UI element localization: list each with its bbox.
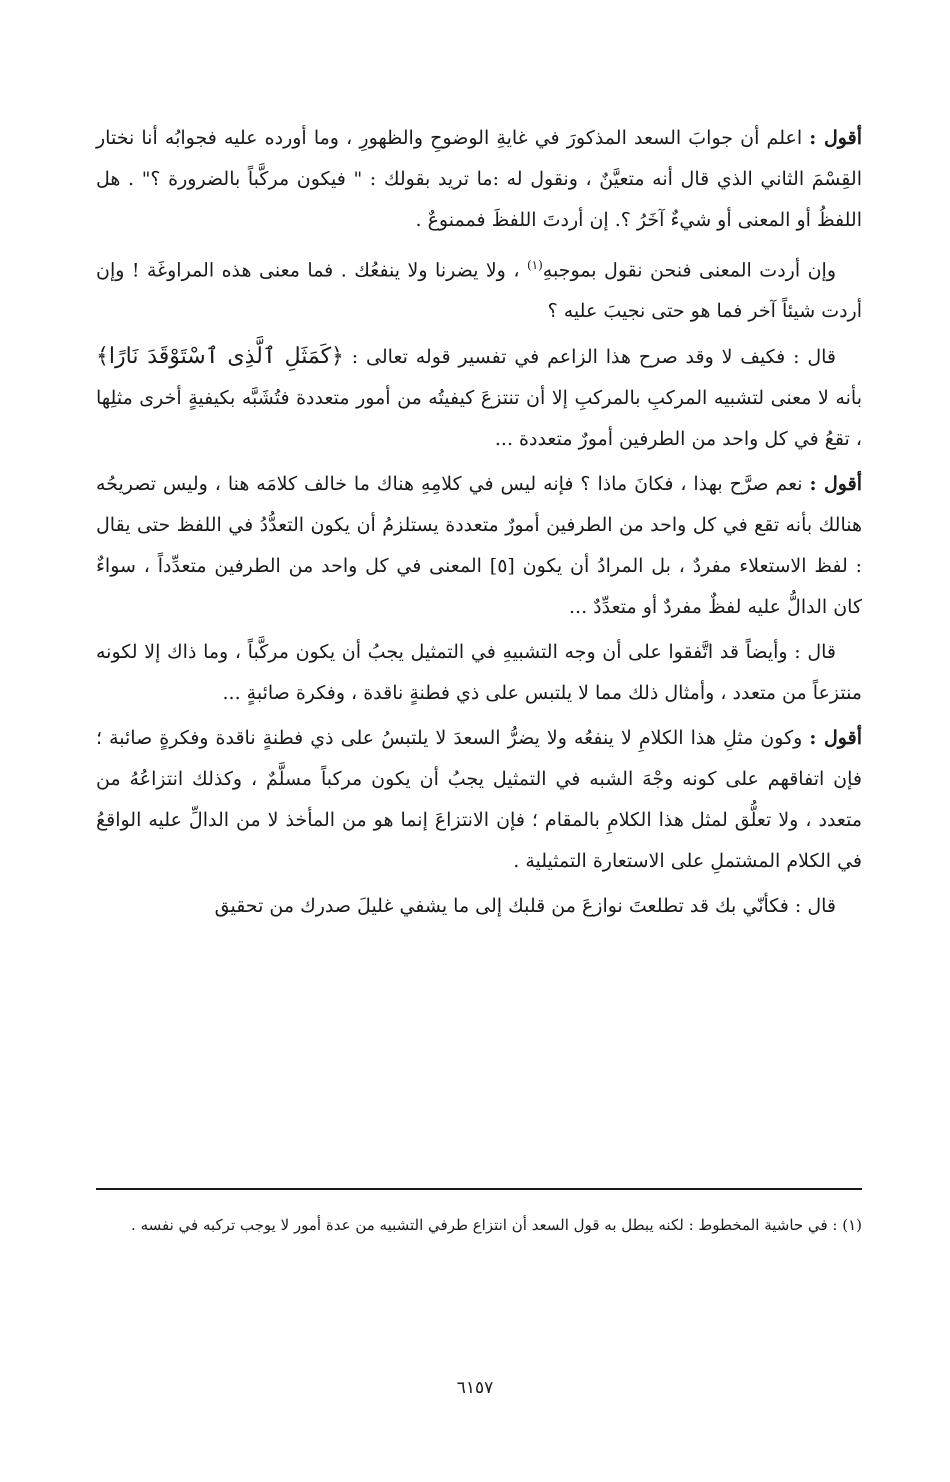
paragraph-lead: أقول : <box>809 473 862 496</box>
footnote-divider <box>96 1188 862 1190</box>
footnote-ref[interactable]: (١) <box>526 258 543 272</box>
paragraph-2 <box>96 245 862 332</box>
page-number: ٦١٥٧ <box>456 1378 494 1398</box>
paragraph-5 <box>96 632 862 714</box>
paragraph-text: بأنه لا معنى لتشبيه المركبِ بالمركبِ إلا أن تنتزعَ كيفيتُه من أمور متعددة فتُشَبَّه بكيفيةٍ أخرى مثلِها ، تقعُ في كل واحد من الطرفين أمورٌ متعددة ... <box>96 387 862 451</box>
footnote-marker: (١) : <box>832 1216 862 1234</box>
paragraph-1 <box>96 118 862 241</box>
footnote-1 <box>96 1208 862 1242</box>
paragraph-6 <box>96 718 862 882</box>
paragraph-text: ، ولا يضرنا ولا ينفعُك . فما معنى هذه المراوغَة ! وإن أردت شيئاً آخر فما هو حتى نجيبَ عليه ؟ <box>96 259 862 323</box>
paragraph-text: اعلم أن جوابَ السعد المذكورَ في غايةِ الوضوحِ والظهورِ ، وما أورده عليه فجوابُه أنا نختار القِسْمَ الثاني الذي قال أنه متعيَّنٌ ، ونقول له :ما تريد بقولك : " فيكون مركَّباً بالضرورة ؟" . هل اللفظُ أو المعنى أو شيءٌ آخَرُ ؟. إن أردتَ اللفظَ فممنوعٌ . <box>96 127 862 231</box>
main-text <box>96 118 862 931</box>
paragraph-4 <box>96 464 862 628</box>
paragraph-text: قال : فكيف لا وقد صرح هذا الزاعم في تفسير قوله تعالى : <box>351 346 836 369</box>
paragraph-7 <box>96 886 862 927</box>
paragraph-3 <box>96 336 862 460</box>
footnote-text: في حاشية المخطوط : لكنه يبطل به قول السعد أن انتزاع طرفي التشبيه من عدة أمور لا يوجب تركبه في نفسه . <box>131 1216 828 1234</box>
paragraph-lead: أقول : <box>809 727 862 750</box>
paragraph-text: وإن أردت المعنى فنحن نقول بموجبهِ <box>542 259 836 282</box>
paragraph-text: نعم صرَّح بهذا ، فكانَ ماذا ؟ فإنه ليس في كلامِهِ هناك ما خالف كلامَه هنا ، وليس تصريحُه هنالك بأنه تقع في كل واحد من الطرفين أمورٌ متعددة يستلزمُ أن يكون التعدُّدُ في اللفظ حتى يقال : لفظ الاستعلاء مفردٌ ، بل المرادُ أن يكون [٥] المعنى في كل واحد من الطرفين متعدِّداً ، سواءٌ كان الدالُّ عليه لفظٌ مفردٌ أو متعدِّدٌ ... <box>96 473 862 619</box>
paragraph-text: وكون مثلِ هذا الكلامِ لا ينفعُه ولا يضرُّ السعدَ لا يلتبسُ على ذي فطنةٍ ناقدة وفكرةٍ صائبة ؛ فإن اتفاقهم على كونه وجْهَ الشبه في التمثيل يجبُ أن يكون مركباً مسلَّمٌ ، وكذلك انتزاعُهُ من متعدد ، ولا تعلُّق لمثل هذا الكلامِ بالمقام ؛ فإن الانتزاعَ إنما هو من المأخذ لا من الدالِّ عليه الواقعُ في الكلام المشتملِ على الاستعارة التمثيلية . <box>96 727 862 873</box>
footnotes <box>96 1208 862 1242</box>
paragraph-text: قال : وأيضاً قد اتَّفقوا على أن وجه التشبيهِ في التمثيل يجبُ أن يكون مركَّباً ، وما ذاك إلا لكونه منتزعاً من متعدد ، وأمثال ذلك مما لا يلتبس على ذي فطنةٍ ناقدة ، وفكرة صائبةٍ ... <box>96 641 862 705</box>
paragraph-lead: أقول : <box>809 127 862 149</box>
quran-verse: ﴿كَمَثَلِ ٱلَّذِى ٱسْتَوْقَدَ نَارًا﴾ <box>96 344 344 370</box>
paragraph-text: قال : فكأنّي بك قد تطلعتَ نوازعَ من قلبك إلى ما يشفي غليلَ صدرك من تحقيق <box>214 895 836 918</box>
